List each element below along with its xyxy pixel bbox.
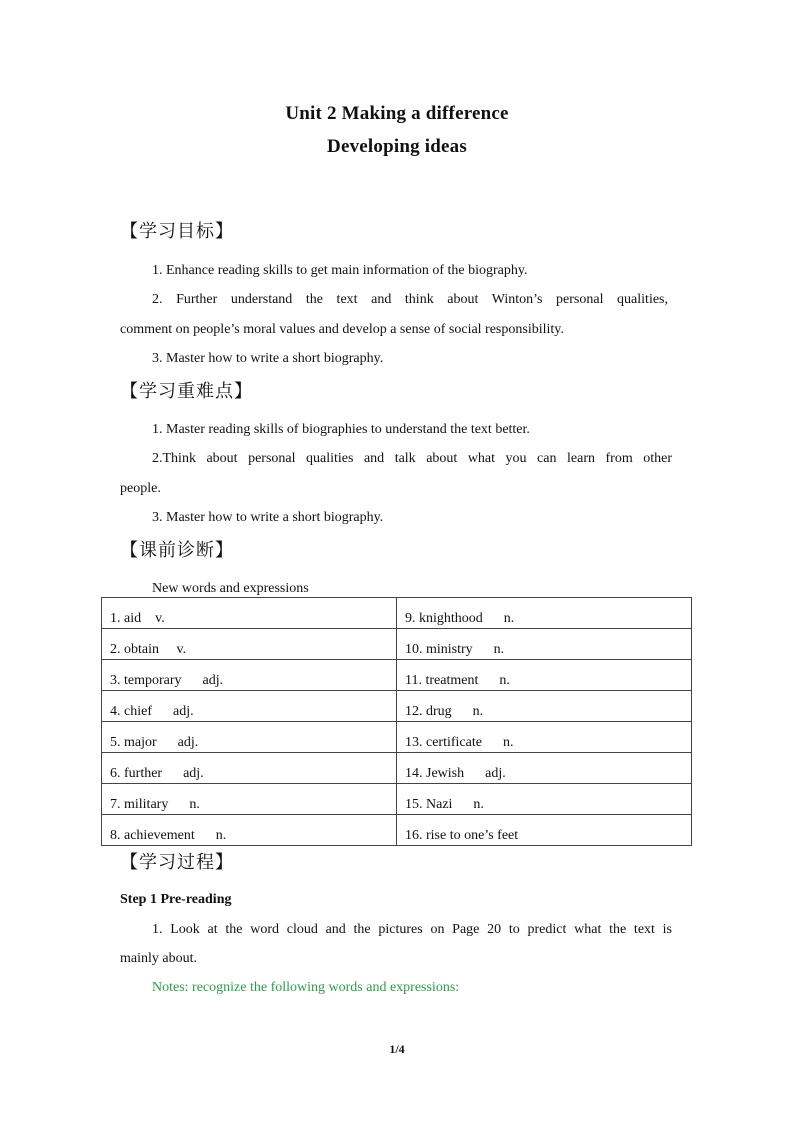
objective-item-1: 1. Enhance reading skills to get main information of the biography. xyxy=(152,263,528,278)
vocabulary-table xyxy=(101,597,692,846)
key-point-item-2-line-2: people. xyxy=(120,481,161,496)
table-row xyxy=(102,598,692,629)
table-cell: 15. Nazi n. xyxy=(397,784,692,815)
page-number: 1/4 xyxy=(389,1042,405,1056)
table-cell: 5. major adj. xyxy=(102,722,397,753)
objective-item-2-line-1: 2. Further understand the text and think about Winton’s personal qualities, xyxy=(152,292,668,307)
step-1-heading: Step 1 Pre-reading xyxy=(120,892,232,907)
table-row xyxy=(102,660,692,691)
section-heading-process: 【学习过程】 xyxy=(120,852,234,873)
table-cell: 10. ministry n. xyxy=(397,629,692,660)
table-row xyxy=(102,815,692,846)
table-cell: 7. military n. xyxy=(102,784,397,815)
table-row xyxy=(102,784,692,815)
document-subtitle: Developing ideas xyxy=(327,136,467,157)
table-cell: 14. Jewish adj. xyxy=(397,753,692,784)
step-1-item-1-line-2: mainly about. xyxy=(120,951,197,966)
table-cell: 4. chief adj. xyxy=(102,691,397,722)
table-row xyxy=(102,722,692,753)
step-1-item-1-line-1: 1. Look at the word cloud and the pictures on Page 20 to predict what the text is xyxy=(152,922,672,937)
section-heading-objectives: 【学习目标】 xyxy=(120,221,234,242)
key-point-item-3: 3. Master how to write a short biography. xyxy=(152,510,384,525)
table-row xyxy=(102,753,692,784)
table-cell: 9. knighthood n. xyxy=(397,598,692,629)
key-point-item-1: 1. Master reading skills of biographies to understand the text better. xyxy=(152,422,530,437)
objective-item-2-line-2: comment on people’s moral values and develop a sense of social responsibility. xyxy=(120,322,564,337)
table-cell: 11. treatment n. xyxy=(397,660,692,691)
table-row xyxy=(102,629,692,660)
vocab-intro: New words and expressions xyxy=(152,581,309,596)
objective-item-3: 3. Master how to write a short biography. xyxy=(152,351,384,366)
table-cell: 16. rise to one’s feet xyxy=(397,815,692,846)
table-cell: 6. further adj. xyxy=(102,753,397,784)
table-cell: 12. drug n. xyxy=(397,691,692,722)
table-row xyxy=(102,691,692,722)
table-cell: 3. temporary adj. xyxy=(102,660,397,691)
table-cell: 8. achievement n. xyxy=(102,815,397,846)
section-heading-key-points: 【学习重难点】 xyxy=(120,381,253,402)
key-point-item-2-line-1: 2.Think about personal qualities and talk about what you can learn from other xyxy=(152,451,672,466)
table-cell: 1. aid v. xyxy=(102,598,397,629)
table-cell: 13. certificate n. xyxy=(397,722,692,753)
document-title: Unit 2 Making a difference xyxy=(285,103,509,124)
notes-text: Notes: recognize the following words and expressions: xyxy=(152,980,460,995)
table-cell: 2. obtain v. xyxy=(102,629,397,660)
section-heading-diagnosis: 【课前诊断】 xyxy=(120,540,234,561)
